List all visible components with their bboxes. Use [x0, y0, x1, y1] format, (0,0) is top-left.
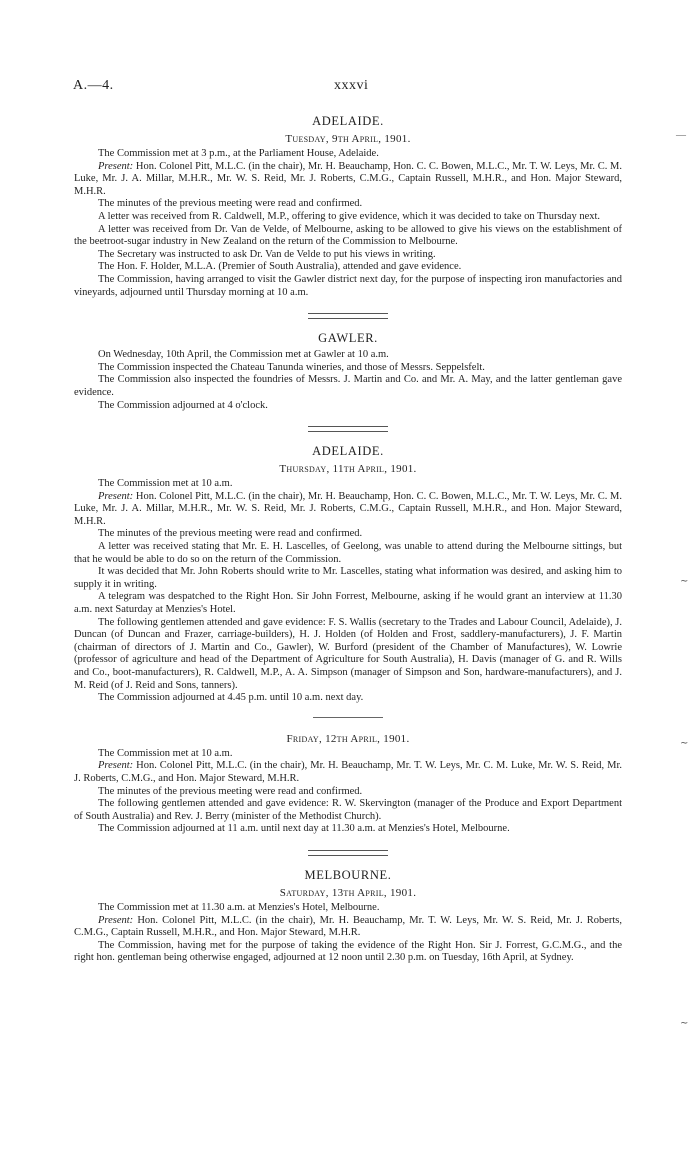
present-label: Present: — [98, 914, 134, 926]
paragraph: The Commission met at 10 a.m. — [98, 747, 233, 759]
section-date: Tuesday, 9th April, 1901. — [285, 133, 411, 145]
section-divider — [308, 850, 388, 856]
present-label: Present: — [98, 490, 134, 502]
paragraph: The Commission met at 3 p.m., at the Parliament House, Adelaide. — [98, 148, 379, 159]
section-divider — [308, 426, 388, 432]
paragraph: The following gentlemen attended and gave evidence: R. W. Skervington (manager of the Produce and Export Department of South Australia) and Rev. J. Berry (minister of the Methodist Church). — [74, 798, 622, 822]
paragraph: The Secretary was instructed to ask Dr. Van de Velde to put his views in writing. — [98, 248, 436, 260]
paragraph: The Commission met at 10 a.m. — [98, 478, 233, 490]
paragraph: A letter was received from R. Caldwell, M.P., offering to give evidence, which it was decided to take on Thursday next. — [98, 210, 601, 222]
document-page — [74, 78, 622, 965]
section-adelaide-9-april — [74, 114, 622, 299]
paragraph: On Wednesday, 10th April, the Commission met at Gawler at 10 a.m. — [98, 349, 389, 361]
paragraph: Present: Hon. Colonel Pitt, M.L.C. (in the chair), Mr. H. Beauchamp, Mr. T. W. Leys, Mr. C. M. Luke, Mr. W. S. Reid, Mr. J. Roberts, C.M.G., and Hon. Major Steward, M.H.R. — [74, 760, 622, 784]
paragraph: The minutes of the previous meeting were read and confirmed. — [98, 198, 363, 210]
paragraph: The Commission adjourned at 4.45 p.m. until 10 a.m. next day. — [98, 692, 364, 704]
section-friday-12-april — [74, 732, 622, 836]
page-number: xxxvi — [334, 78, 369, 93]
section-title: ADELAIDE. — [312, 444, 384, 459]
paper-reference: A.—4. — [73, 78, 114, 93]
paragraph: The Commission inspected the Chateau Tanunda wineries, and those of Messrs. Seppelsfelt. — [98, 361, 485, 373]
paragraph: The following gentlemen attended and gave evidence: F. S. Wallis (secretary to the Trades and Labour Council, Adelaide), J. Duncan (of Duncan and Frazer, carriage-builders), H. J. Holden (of Holden and Frost, saddlery-manufacturers), J. F. Martin (chairman of directors of J. Martin and Co., Gawler), W. Burford (president of the Chamber of Manufactures), W. Lowrie (professor of agriculture and head of the Department of Agriculture for South Australia), H. Davis (manager of G. and R. Wills and Co., boot-manufacturers), R. Caldwell, M.P., A. A. Simpson (manager of Simpson and Son, hardware-manufacturers), and J. M. Reid (of J. Reid and Sons, tanners). — [74, 616, 622, 691]
paragraph: The minutes of the previous meeting were read and confirmed. — [98, 785, 363, 797]
section-date: Saturday, 13th April, 1901. — [279, 886, 417, 899]
paragraph: The Commission, having met for the purpose of taking the evidence of the Right Hon. Sir J. Forrest, G.C.M.G., and the right hon. gentleman being otherwise engaged, adjourned at 12 noon until 2.30 p.m. on Tuesday, 16th April, at Sydney. — [74, 939, 622, 964]
present-label: Present: — [98, 160, 134, 172]
section-adelaide-11-april — [74, 444, 622, 705]
section-divider — [313, 717, 383, 718]
section-title: ADELAIDE. — [312, 114, 384, 128]
paragraph: A letter was received from Dr. Van de Velde, of Melbourne, asking to be allowed to give his views on the establishment of the beetroot-sugar industry in New Zealand on the return of the Commission to Melbourne. — [74, 223, 622, 248]
margin-mark: ∼ — [680, 576, 689, 587]
paragraph: It was decided that Mr. John Roberts should write to Mr. Lascelles, stating what information was desired, and asking him to supply it in writing. — [74, 566, 622, 590]
section-divider — [308, 313, 388, 319]
section-gawler — [74, 331, 622, 412]
section-date: Thursday, 11th April, 1901. — [279, 463, 417, 476]
paragraph: The Commission adjourned at 11 a.m. until next day at 11.30 a.m. at Menzies's Hotel, Melbourne. — [98, 823, 510, 835]
paragraph: Present: Hon. Colonel Pitt, M.L.C. (in the chair), Mr. H. Beauchamp, Hon. C. C. Bowen, M.L.C., Mr. T. W. Leys, Mr. C. M. Luke, Mr. J. A. Millar, M.H.R., Mr. W. S. Reid, Mr. J. Roberts, C.M.G., Captain Russell, M.H.R., and Hon. Major Steward, M.H.R. — [74, 490, 622, 527]
paragraph: Present: Hon. Colonel Pitt, M.L.C. (in the chair), Mr. H. Beauchamp, Hon. C. C. Bowen, M.L.C., Mr. T. W. Leys, Mr. C. M. Luke, Mr. J. A. Millar, M.H.R., Mr. W. S. Reid, Mr. J. Roberts, C.M.G., Captain Russell, M.H.R., and Hon. Major Steward, M.H.R. — [74, 160, 622, 197]
paragraph: The Commission also inspected the foundries of Messrs. J. Martin and Co. and Mr. A. May, and the latter gentleman gave evidence. — [74, 374, 622, 398]
paragraph: The Commission, having arranged to visit the Gawler district next day, for the purpose of inspecting iron manufactories and vineyards, adjourned until Thursday morning at 10 a.m. — [74, 273, 622, 298]
paragraph: Present: Hon. Colonel Pitt, M.L.C. (in the chair), Mr. H. Beauchamp, Mr. T. W. Leys, Mr. W. S. Reid, Mr. J. Roberts, C.M.G., Captain Russell, M.H.R., and Hon. Major Steward, M.H.R. — [74, 914, 622, 939]
section-title: MELBOURNE. — [304, 867, 392, 882]
paragraph: A telegram was despatched to the Right Hon. Sir John Forrest, Melbourne, asking if he would grant an interview at 11.30 a.m. next Saturday at Menzies's Hotel. — [74, 591, 622, 616]
margin-mark: — — [676, 130, 686, 141]
margin-mark: ∼ — [680, 1018, 689, 1029]
margin-mark: ∼ — [680, 738, 689, 749]
section-date: Friday, 12th April, 1901. — [286, 732, 410, 745]
paragraph: The minutes of the previous meeting were read and confirmed. — [98, 528, 363, 540]
paragraph: The Commission met at 11.30 a.m. at Menzies's Hotel, Melbourne. — [98, 901, 380, 913]
paragraph: A letter was received stating that Mr. E. H. Lascelles, of Geelong, was unable to attend during the Melbourne sittings, but that he would be able to do so on the return of the Commission. — [74, 541, 622, 565]
section-title: GAWLER. — [318, 331, 378, 346]
section-melbourne-13-april — [74, 868, 622, 965]
paragraph: The Hon. F. Holder, M.L.A. (Premier of South Australia), attended and gave evidence. — [98, 261, 462, 273]
page-header — [74, 78, 622, 98]
present-label: Present: — [98, 760, 134, 772]
paragraph: The Commission adjourned at 4 o'clock. — [98, 399, 268, 411]
